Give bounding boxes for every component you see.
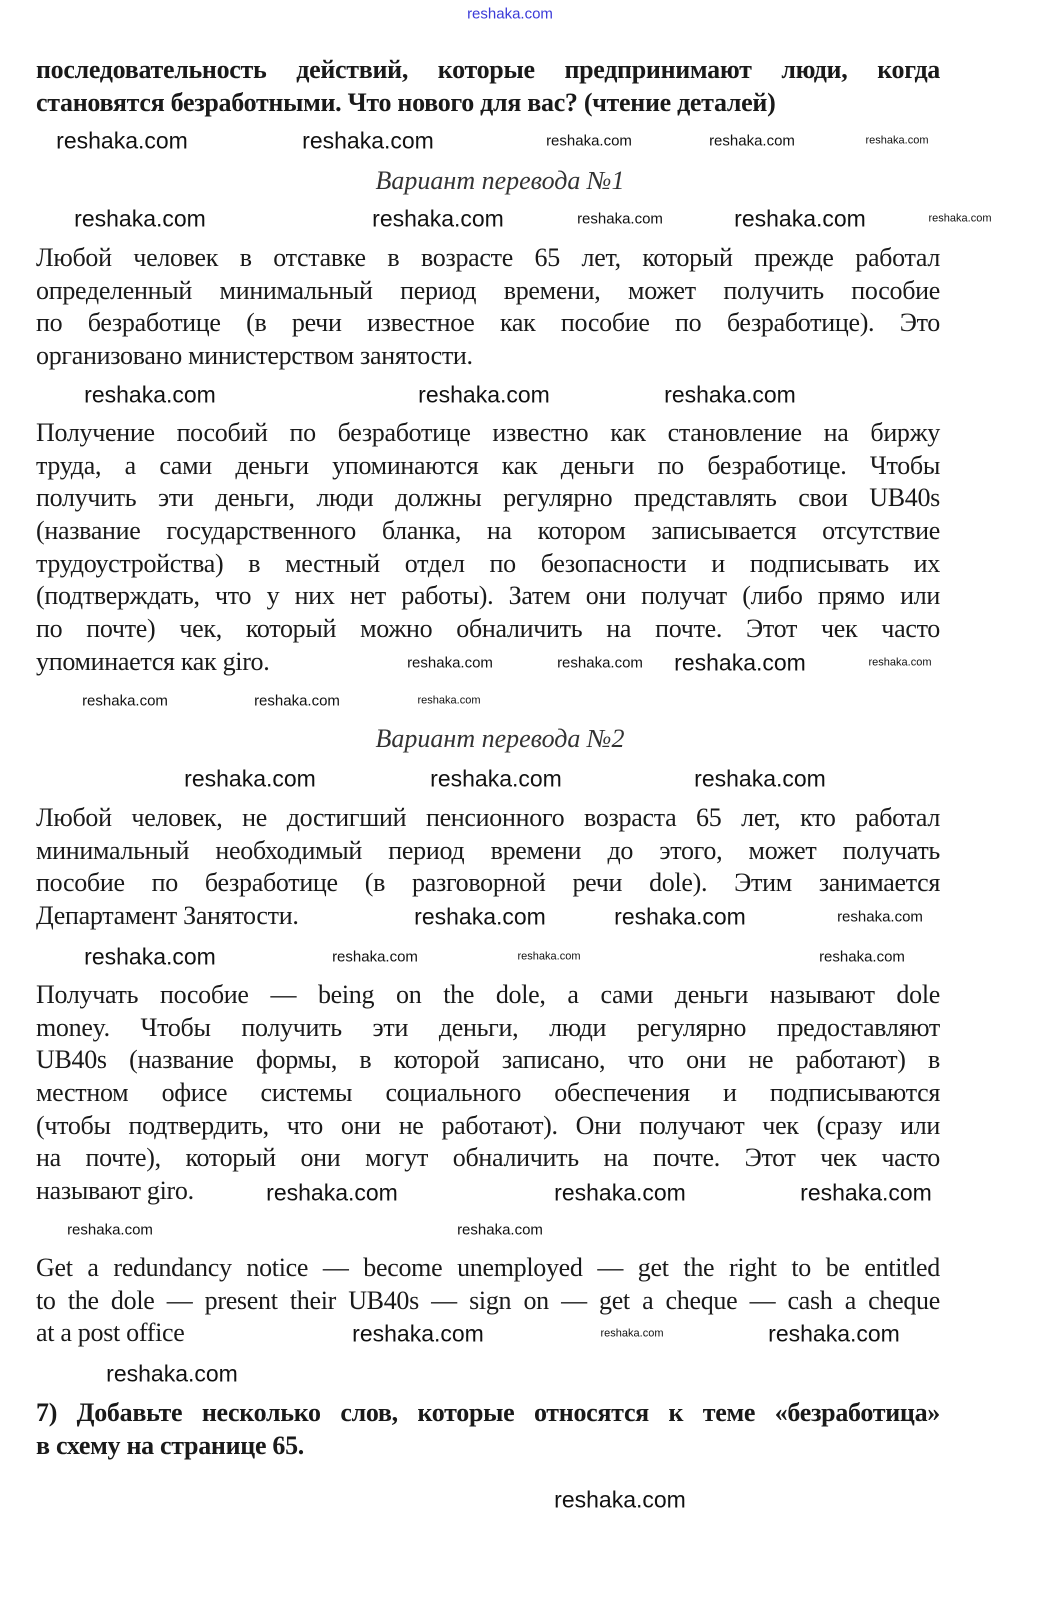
watermark: reshaka.com bbox=[928, 212, 992, 225]
text-line: трудоустройства) в местный отдел по безопасности и подписывать их bbox=[36, 548, 940, 578]
text-line: Получение пособий по безработице известно как становление на биржу bbox=[36, 418, 940, 447]
text-line: называют giro. bbox=[36, 1176, 194, 1206]
watermark: reshaka.com bbox=[82, 692, 168, 710]
watermark: reshaka.com bbox=[457, 1221, 543, 1239]
watermark: reshaka.com bbox=[868, 656, 932, 669]
watermark: reshaka.com bbox=[800, 1179, 932, 1206]
watermark: reshaka.com bbox=[600, 1327, 664, 1340]
watermark: reshaka.com bbox=[517, 950, 581, 963]
watermark: reshaka.com bbox=[74, 205, 206, 232]
v2-paragraph-2 bbox=[36, 979, 940, 1208]
watermark: reshaka.com bbox=[67, 1221, 153, 1239]
watermark: reshaka.com bbox=[837, 908, 923, 926]
watermark: reshaka.com bbox=[407, 654, 493, 672]
variant2-title: Вариант перевода №2 bbox=[375, 724, 625, 753]
watermark: reshaka.com bbox=[254, 692, 340, 710]
text-line: Любой человек, не достигший пенсионного возраста 65 лет, кто работал bbox=[36, 803, 940, 832]
text-line: at a post office bbox=[36, 1318, 185, 1348]
text-line: to the dole — present their UB40s — sign on — get a cheque — cash a cheque bbox=[36, 1285, 940, 1315]
watermark: reshaka.com bbox=[302, 127, 434, 154]
text-line: Любой человек в отставке в возрасте 65 лет, который прежде работал bbox=[36, 243, 940, 272]
text-line: UB40s (название формы, в которой записано, что они не работают) в bbox=[36, 1045, 940, 1075]
watermark: reshaka.com bbox=[694, 765, 826, 792]
watermark: reshaka.com bbox=[56, 127, 188, 154]
text-line: получить эти деньги, люди должны регулярно представлять свои UB40s bbox=[36, 483, 940, 513]
intro-line: становятся безработными. Что нового для вас? (чтение деталей) bbox=[36, 87, 776, 117]
text-line: Получать пособие — being on the dole, а сами деньги называют dole bbox=[36, 980, 940, 1009]
text-line: организовано министерством занятости. bbox=[36, 341, 473, 371]
watermark: reshaka.com bbox=[418, 381, 550, 408]
text-line: местном офисе системы социального обеспечения и подписываются bbox=[36, 1078, 940, 1108]
text-line: (название государственного бланка, на котором записывается отсутствие bbox=[36, 516, 940, 546]
watermark: reshaka.com bbox=[554, 1486, 686, 1513]
watermark: reshaka.com bbox=[372, 205, 504, 232]
text-line: по безработице (в речи известное как пособие по безработице). Это bbox=[36, 308, 940, 338]
watermark: reshaka.com bbox=[768, 1320, 900, 1347]
watermark: reshaka.com bbox=[84, 381, 216, 408]
text-line: по почте) чек, который можно обналичить на почте. Этот чек часто bbox=[36, 614, 940, 644]
watermark: reshaka.com bbox=[430, 765, 562, 792]
text-line: money. Чтобы получить эти деньги, люди регулярно предоставляют bbox=[36, 1012, 940, 1042]
text-line: минимальный необходимый период времени до этого, может получать bbox=[36, 835, 940, 865]
v1-paragraph-1 bbox=[36, 242, 940, 373]
text-line: на почте), который они могут обналичить на почте. Этот чек часто bbox=[36, 1143, 940, 1173]
text-line: упоминается как giro. bbox=[36, 646, 270, 676]
watermark: reshaka.com bbox=[577, 210, 663, 228]
watermark: reshaka.com bbox=[557, 654, 643, 672]
watermark: reshaka.com bbox=[352, 1320, 484, 1347]
watermark: reshaka.com bbox=[865, 134, 929, 147]
watermark: reshaka.com bbox=[266, 1179, 398, 1206]
variant1-title: Вариант перевода №1 bbox=[375, 166, 625, 195]
intro-text bbox=[36, 54, 940, 119]
watermark: reshaka.com bbox=[417, 694, 481, 707]
text-line: труда, а сами деньги упоминаются как деньги по безработице. Чтобы bbox=[36, 450, 940, 480]
watermark: reshaka.com bbox=[614, 903, 746, 930]
text-line: Департамент Занятости. bbox=[36, 901, 299, 931]
watermark: reshaka.com bbox=[819, 948, 905, 966]
watermark: reshaka.com bbox=[674, 649, 806, 676]
watermark: reshaka.com bbox=[84, 943, 216, 970]
text-line: пособие по безработице (в разговорной речи dole). Этим занимается bbox=[36, 868, 940, 898]
text-line: (подтверждать, что у них нет работы). Затем они получат (либо прямо или bbox=[36, 581, 940, 611]
watermark: reshaka.com bbox=[414, 903, 546, 930]
watermark: reshaka.com bbox=[709, 132, 795, 150]
watermark: reshaka.com bbox=[467, 5, 553, 23]
v1-paragraph-2 bbox=[36, 417, 940, 679]
watermark: reshaka.com bbox=[184, 765, 316, 792]
watermark: reshaka.com bbox=[332, 948, 418, 966]
watermark: reshaka.com bbox=[734, 205, 866, 232]
intro-line: последовательность действий, которые предпринимают люди, когда bbox=[36, 55, 940, 84]
task-line: в схему на странице 65. bbox=[36, 1430, 304, 1460]
watermark: reshaka.com bbox=[106, 1360, 238, 1387]
text-line: (чтобы подтвердить, что они не работают). Они получают чек (сразу или bbox=[36, 1110, 940, 1140]
task-line: 7) Добавьте несколько слов, которые относятся к теме «безработица» bbox=[36, 1398, 940, 1427]
watermark: reshaka.com bbox=[664, 381, 796, 408]
watermark: reshaka.com bbox=[546, 132, 632, 150]
task-7 bbox=[36, 1397, 940, 1462]
text-line: Get a redundancy notice — become unemployed — get the right to be entitled bbox=[36, 1253, 940, 1282]
watermark: reshaka.com bbox=[554, 1179, 686, 1206]
text-line: определенный минимальный период времени, может получить пособие bbox=[36, 275, 940, 305]
